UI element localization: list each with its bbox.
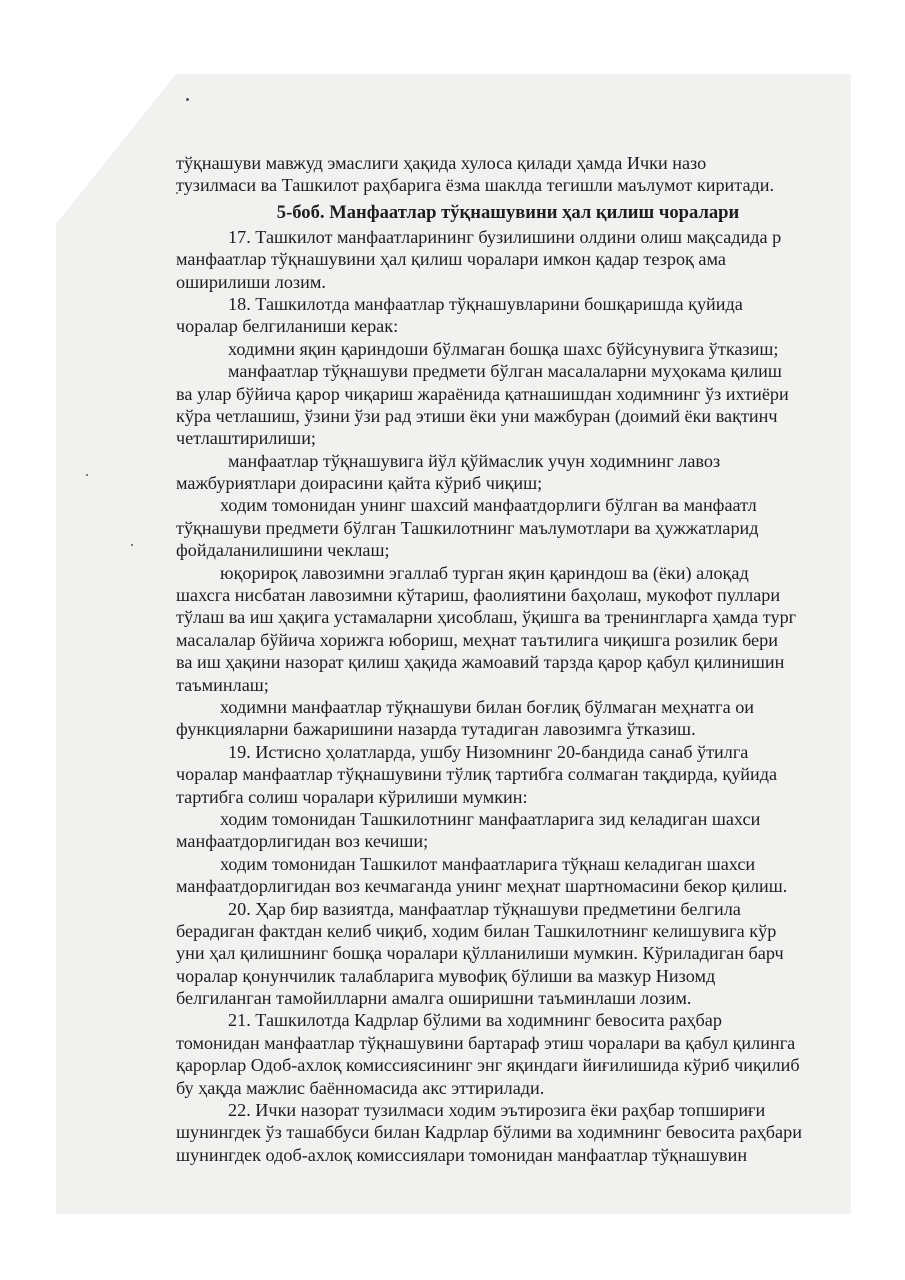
paragraph — [176, 696, 851, 741]
paragraph — [176, 293, 851, 338]
document-body — [176, 152, 851, 1166]
paragraph — [176, 1099, 851, 1166]
paragraphs — [176, 226, 851, 1166]
paragraph-line: четлаштирилиши; — [176, 428, 316, 449]
paragraph — [176, 360, 851, 450]
paragraph — [176, 450, 851, 495]
paragraph-line: шунингдек одоб-ахлоқ комиссиялари томонидан манфаатлар тўқнашувин — [176, 1144, 748, 1165]
paragraph-line: 21. Ташкилотда Кадрлар бўлими ва ходимнинг бевосита раҳбар — [228, 1010, 722, 1031]
paragraph-line: фойдаланилишини чеклаш; — [176, 540, 390, 561]
paragraph-line: томонидан манфаатлар тўқнашувини бартараф этиш чоралари ва қабул қилинга — [176, 1032, 796, 1053]
chapter-title: 5-боб. Манфаатлар тўқнашувини ҳал қилиш чоралари — [276, 201, 740, 223]
paragraph-line: чоралар белгиланиши керак: — [176, 316, 399, 337]
paragraph-line: шахсга нисбатан лавозимни кўтариш, фаолиятини баҳолаш, мукофот пуллари — [176, 585, 781, 606]
paragraph — [176, 226, 851, 293]
paragraph-line: бу ҳақда мажлис баённомасида акс эттирилади. — [176, 1077, 545, 1098]
paragraph — [176, 853, 851, 898]
paragraph — [176, 1009, 851, 1099]
scan-speck — [86, 474, 88, 476]
paragraph-line: манфаатдорлигидан воз кечмаганда унинг меҳнат шартномасини бекор қилиш. — [176, 876, 788, 897]
paragraph-line: оширилиши лозим. — [176, 271, 326, 292]
paragraph-line: берадиган фактдан келиб чиқиб, ходим билан Ташкилотнинг келишувига кўр — [176, 920, 777, 941]
paragraph-line: манфаатлар тўқнашувини ҳал қилиш чоралари имкон қадар тезроқ ама — [176, 249, 726, 270]
paragraph — [176, 741, 851, 808]
paragraph-line: ходим томонидан Ташкилотнинг манфаатларига зид келадиган шахси — [220, 808, 761, 829]
scanned-page — [56, 74, 851, 1214]
paragraph-line: ва улар бўйича қарор чиқариш жараёнида қатнашишдан ходимнинг ўз ихтиёри — [176, 383, 789, 404]
paragraph-line: 19. Истисно ҳолатларда, ушбу Низомнинг 20-бандида санаб ўтилга — [228, 741, 749, 762]
paragraph-line: кўра четлашиш, ўзини ўзи рад этиши ёки уни мажбуран (доимий ёки вақтинч — [176, 405, 778, 426]
paragraph-line: 17. Ташкилот манфаатларининг бузилишини олдини олиш мақсадида р — [228, 226, 782, 247]
paragraph-line: шунингдек ўз ташаббуси билан Кадрлар бўлими ва ходимнинг бевосита раҳбари — [176, 1122, 802, 1143]
paragraph — [176, 494, 851, 561]
paragraph-line: мажбуриятлари доирасини қайта кўриб чиқиш; — [176, 473, 543, 494]
paragraph-line: тўқнашуви предмети бўлган Ташкилотнинг маълумотлари ва ҳужжатларид — [176, 517, 759, 538]
paragraph-line: ходимни манфаатлар тўқнашуви билан боғлиқ бўлмаган меҳнатга ои — [220, 696, 755, 717]
paragraph-line: 22. Ички назорат тузилмаси ходим эътирозига ёки раҳбар топшириғи — [228, 1100, 766, 1121]
paragraph-line: ходим томонидан Ташкилот манфаатларига тўқнаш келадиган шахси — [220, 853, 756, 874]
paragraph-line: таъминлаш; — [176, 674, 269, 695]
intro-line: тузилмаси ва Ташкилот раҳбарига ёзма шаклда тегишли маълумот киритади. — [176, 175, 775, 196]
paragraph-line: масалалар бўйича хорижга юбориш, меҳнат таътилига чиқишга розилик бери — [176, 629, 778, 650]
folded-corner — [56, 74, 176, 224]
paragraph-line: қарорлар Одоб-ахлоқ комиссиясининг энг яқиндаги йиғилишида кўриб чиқилиб — [176, 1055, 800, 1076]
paragraph-line: манфаатлар тўқнашувига йўл қўймаслик учун ходимнинг лавоз — [228, 450, 721, 471]
paragraph-line: 20. Ҳар бир вазиятда, манфаатлар тўқнашуви предметини белгила — [228, 898, 741, 919]
paragraph-line: ва иш ҳақини назорат қилиш ҳақида жамоавий тарзда қарор қабул қилинишин — [176, 652, 785, 673]
paragraph — [176, 808, 851, 853]
paragraph-line: тартибга солиш чоралари кўрилиши мумкин: — [176, 786, 528, 807]
paragraph-line: юқорироқ лавозимни эгаллаб турган яқин қариндош ва (ёки) алоқад — [220, 562, 749, 583]
paragraph-line: ходим томонидан унинг шахсий манфаатдорлиги бўлган ва манфаатл — [220, 495, 757, 516]
paragraph-line: тўлаш ва иш ҳақига устамаларни ҳисоблаш, ўқишга ва тренингларга ҳамда тург — [176, 607, 797, 628]
paragraph — [176, 562, 851, 696]
intro-line: тўқнашуви мавжуд эмаслиги ҳақида хулоса қилади ҳамда Ички назо — [176, 153, 707, 173]
paragraph-line: манфаатлар тўқнашуви предмети бўлган масалаларни муҳокама қилиш — [228, 361, 782, 382]
paragraph-line: чоралар манфаатлар тўқнашувини тўлиқ тартибга солмаган тақдирда, қуйида — [176, 764, 778, 785]
paragraph-line: чоралар қонунчилик талабларига мувофиқ бўлиши ва мазкур Низомд — [176, 965, 716, 986]
paragraph-line: манфаатдорлигидан воз кечиши; — [176, 831, 429, 852]
paragraph — [176, 338, 851, 360]
paragraph-line: 18. Ташкилотда манфаатлар тўқнашувларини бошқаришда қуйида — [228, 293, 743, 314]
scan-speck — [186, 98, 189, 101]
scan-speck — [131, 544, 133, 546]
paragraph-line: белгиланган тамойилларни амалга оширишни таъминлаши лозим. — [176, 988, 692, 1009]
paragraph-line: ходимни яқин қариндоши бўлмаган бошқа шахс бўйсунувига ўтказиш; — [228, 338, 779, 359]
paragraph-line: функцияларни бажаришини назарда тутадиган лавозимга ўтказиш. — [176, 719, 696, 740]
paragraph — [176, 898, 851, 1010]
paragraph-line: уни ҳал қилишнинг бошқа чоралари қўлланилиши мумкин. Кўриладиган барч — [176, 943, 784, 964]
